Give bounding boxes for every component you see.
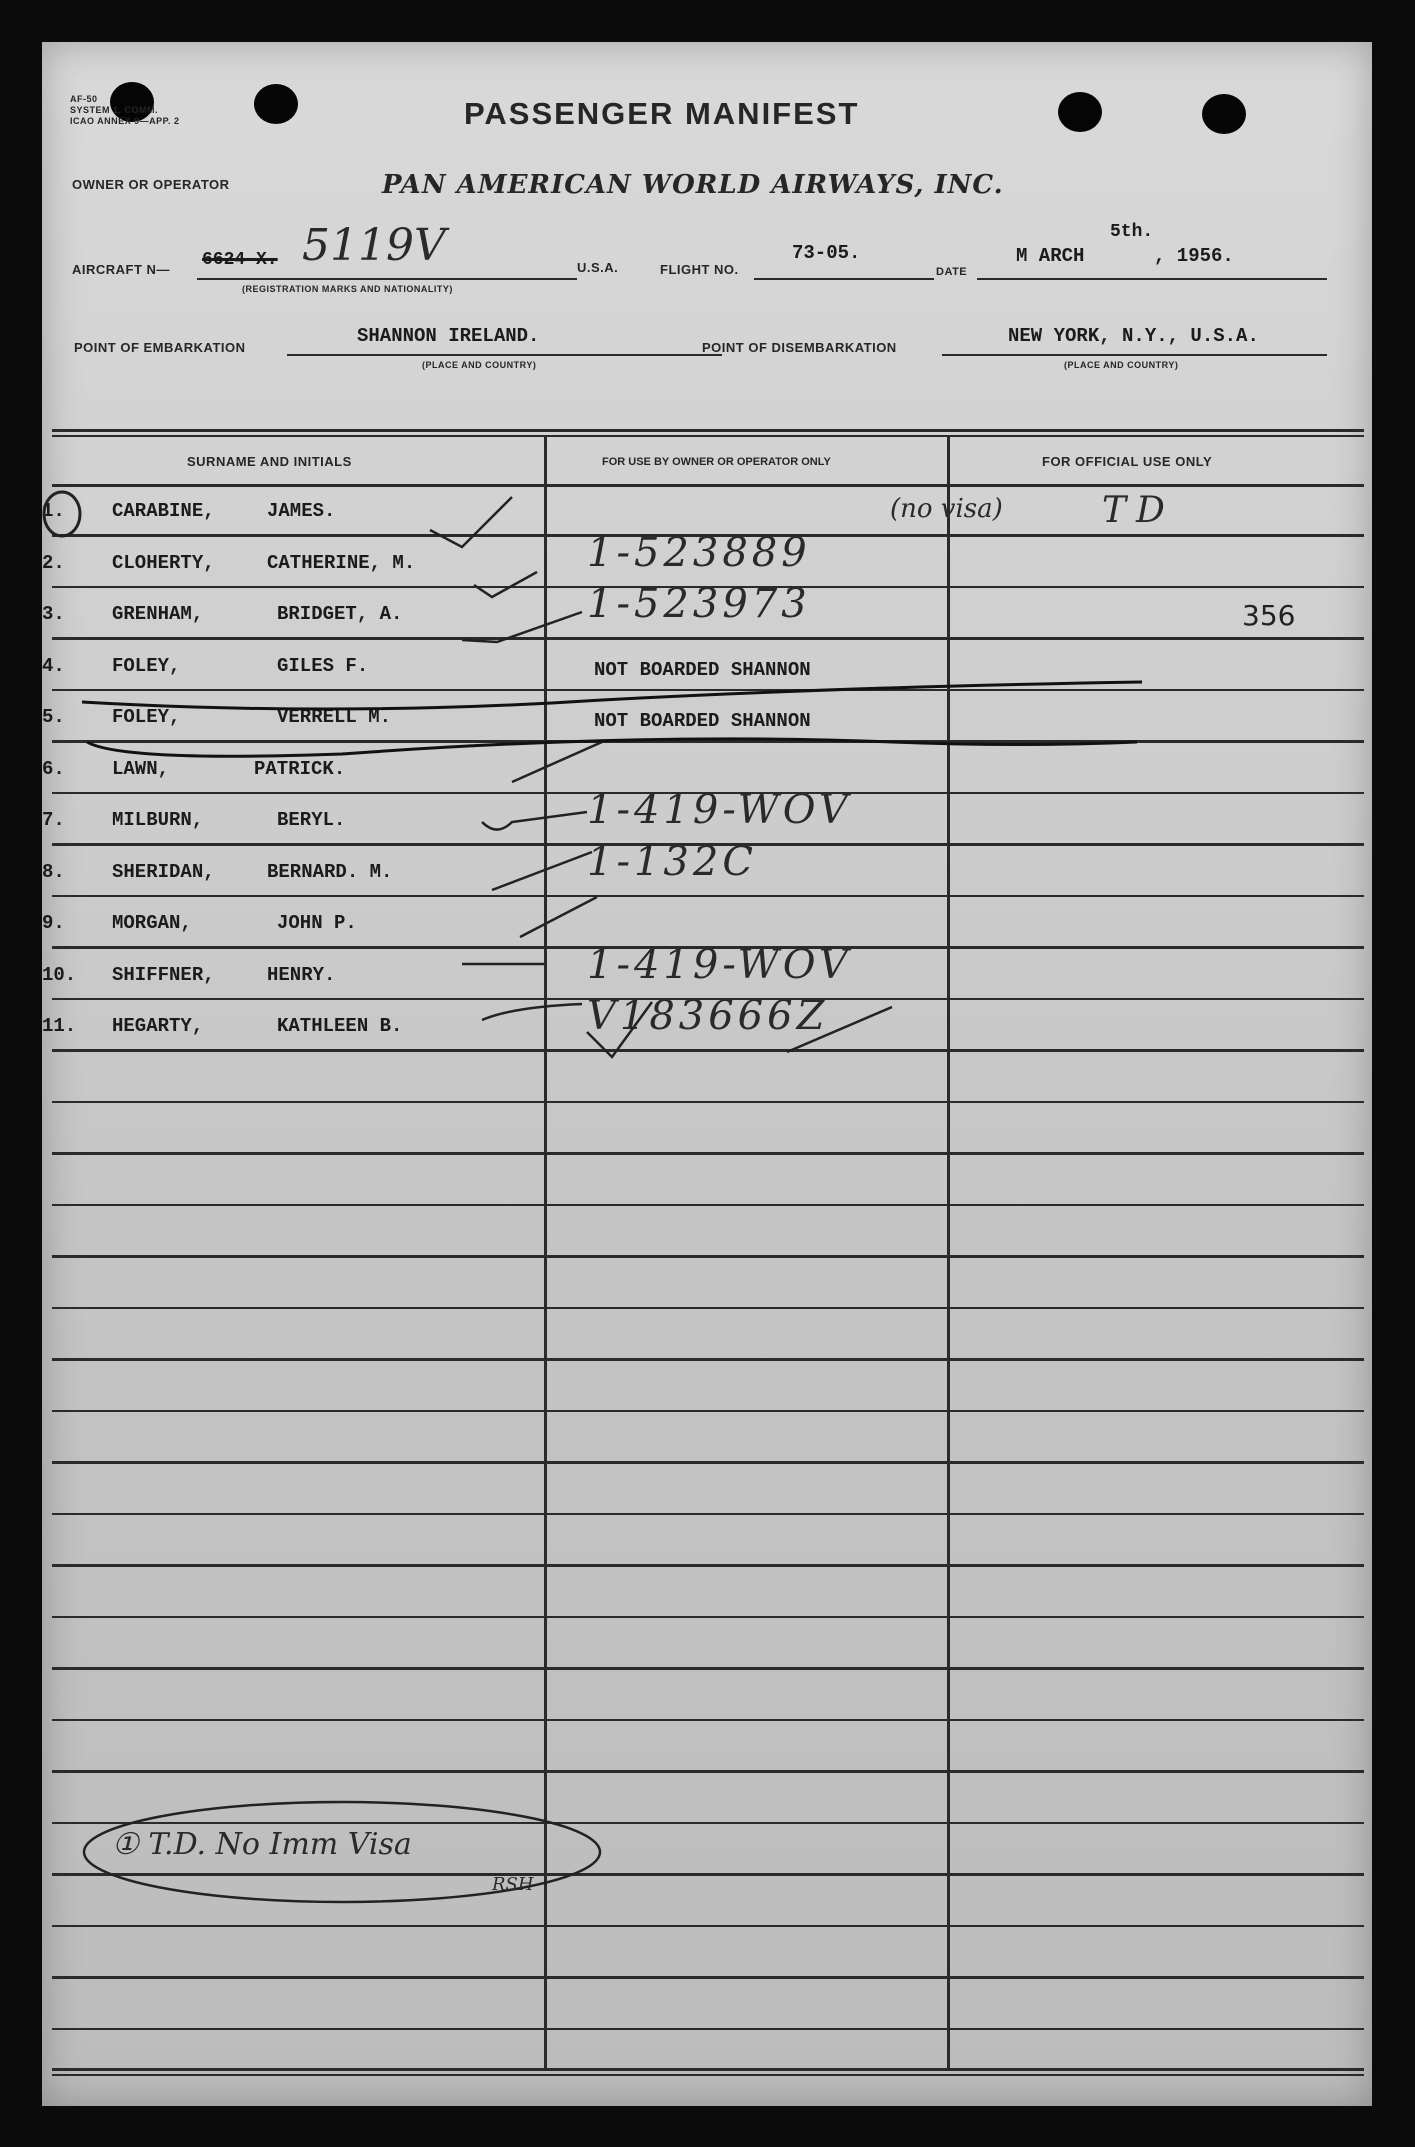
owner-value: PAN AMERICAN WORLD AIRWAYS, INC. bbox=[382, 170, 1004, 200]
registration-sub: (REGISTRATION MARKS AND NATIONALITY) bbox=[242, 284, 453, 294]
operator-note: NOT BOARDED SHANNON bbox=[594, 659, 811, 681]
passenger-given-names: VERRELL M. bbox=[277, 706, 392, 728]
table-bottom-rule bbox=[52, 2068, 1364, 2071]
row-number: 9. bbox=[42, 912, 65, 934]
aircraft-value: 5119V bbox=[302, 220, 446, 271]
row-number: 6. bbox=[42, 758, 65, 780]
form-ref-2: SYSTEM 1. COMM. bbox=[70, 105, 159, 115]
row-number: 3. bbox=[42, 603, 65, 625]
passenger-surname: GRENHAM, bbox=[112, 603, 204, 625]
table-bottom-rule-2 bbox=[52, 2074, 1364, 2076]
aircraft-struck: 6624 X. bbox=[202, 250, 278, 270]
row-number: 8. bbox=[42, 861, 65, 883]
owner-label: OWNER OR OPERATOR bbox=[72, 177, 230, 192]
usa-label: U.S.A. bbox=[577, 260, 619, 275]
check-mark bbox=[520, 897, 597, 937]
operator-note: 1-523973 bbox=[587, 581, 811, 627]
check-mark bbox=[492, 852, 592, 890]
row-number: 11. bbox=[42, 1015, 77, 1037]
check-mark bbox=[430, 497, 512, 547]
disembark-sub: (PLACE AND COUNTRY) bbox=[1064, 360, 1179, 370]
footnote-initials: RSH bbox=[492, 1874, 534, 1895]
flight-label: FLIGHT NO. bbox=[660, 262, 739, 277]
passenger-given-names: GILES F. bbox=[277, 655, 369, 677]
row-number: 10. bbox=[42, 964, 77, 986]
embark-sub: (PLACE AND COUNTRY) bbox=[422, 360, 537, 370]
passenger-surname: FOLEY, bbox=[112, 706, 181, 728]
check-mark bbox=[512, 742, 602, 782]
date-year: , 1956. bbox=[1154, 245, 1234, 267]
check-mark bbox=[482, 1004, 582, 1020]
date-month: M ARCH bbox=[1016, 245, 1085, 267]
form-ref-1: AF-50 bbox=[70, 94, 98, 104]
operator-note: NOT BOARDED SHANNON bbox=[594, 710, 811, 732]
passenger-given-names: BERNARD. M. bbox=[267, 861, 393, 883]
operator-note: 1-132C bbox=[587, 839, 757, 885]
passenger-given-names: BERYL. bbox=[277, 809, 346, 831]
row-number: 4. bbox=[42, 655, 65, 677]
passenger-surname: CLOHERTY, bbox=[112, 552, 215, 574]
operator-note: 1-523889 bbox=[587, 530, 811, 576]
passenger-surname: SHERIDAN, bbox=[112, 861, 215, 883]
passenger-surname: LAWN, bbox=[112, 758, 170, 780]
date-day: 5th. bbox=[1110, 222, 1154, 242]
column-header-official: FOR OFFICIAL USE ONLY bbox=[1042, 454, 1213, 469]
underline-mark bbox=[787, 1007, 892, 1052]
aircraft-label: AIRCRAFT N— bbox=[72, 262, 170, 277]
check-mark bbox=[462, 612, 582, 642]
passenger-given-names: JAMES. bbox=[267, 500, 336, 522]
manifest-sheet bbox=[42, 42, 1372, 2106]
passenger-surname: SHIFFNER, bbox=[112, 964, 215, 986]
passenger-given-names: JOHN P. bbox=[277, 912, 357, 934]
operator-note: 1-419-WOV bbox=[587, 942, 852, 988]
page-title: PASSENGER MANIFEST bbox=[464, 96, 860, 131]
passenger-given-names: BRIDGET, A. bbox=[277, 603, 403, 625]
passenger-given-names: KATHLEEN B. bbox=[277, 1015, 403, 1037]
passenger-given-names: HENRY. bbox=[267, 964, 336, 986]
column-header-name: SURNAME AND INITIALS bbox=[187, 454, 352, 469]
operator-note: V183666Z bbox=[587, 993, 829, 1039]
strike-line bbox=[82, 682, 1142, 709]
date-label: DATE bbox=[936, 266, 968, 278]
footnote-text: ① T.D. No Imm Visa bbox=[112, 1827, 412, 1862]
strike-line bbox=[87, 739, 1137, 756]
row-number: 7. bbox=[42, 809, 65, 831]
embark-label: POINT OF EMBARKATION bbox=[74, 340, 246, 355]
embark-value: SHANNON IRELAND. bbox=[357, 325, 540, 347]
official-note: TD bbox=[1102, 490, 1175, 531]
passenger-surname: HEGARTY, bbox=[112, 1015, 204, 1037]
flight-value: 73-05. bbox=[792, 242, 861, 264]
column-header-operator: FOR USE BY OWNER OR OPERATOR ONLY bbox=[602, 456, 831, 468]
row-number: 1. bbox=[42, 500, 65, 522]
row-number: 2. bbox=[42, 552, 65, 574]
passenger-surname: MILBURN, bbox=[112, 809, 204, 831]
row-number: 5. bbox=[42, 706, 65, 728]
handwritten-marks bbox=[42, 42, 1372, 2106]
passenger-surname: FOLEY, bbox=[112, 655, 181, 677]
passenger-given-names: CATHERINE, M. bbox=[267, 552, 416, 574]
circle-mark bbox=[44, 492, 80, 536]
operator-note: 1-419-WOV bbox=[587, 787, 852, 833]
official-note: 356 bbox=[1242, 599, 1296, 632]
form-ref-3: ICAO ANNEX 9—APP. 2 bbox=[70, 116, 180, 126]
check-mark bbox=[474, 572, 537, 597]
passenger-surname: MORGAN, bbox=[112, 912, 192, 934]
check-mark bbox=[482, 812, 587, 830]
passenger-given-names: PATRICK. bbox=[254, 758, 346, 780]
check-mark bbox=[587, 1002, 652, 1057]
passenger-surname: CARABINE, bbox=[112, 500, 215, 522]
operator-note: (no visa) bbox=[890, 494, 1003, 524]
disembark-label: POINT OF DISEMBARKATION bbox=[702, 340, 897, 355]
disembark-value: NEW YORK, N.Y., U.S.A. bbox=[1008, 325, 1259, 347]
